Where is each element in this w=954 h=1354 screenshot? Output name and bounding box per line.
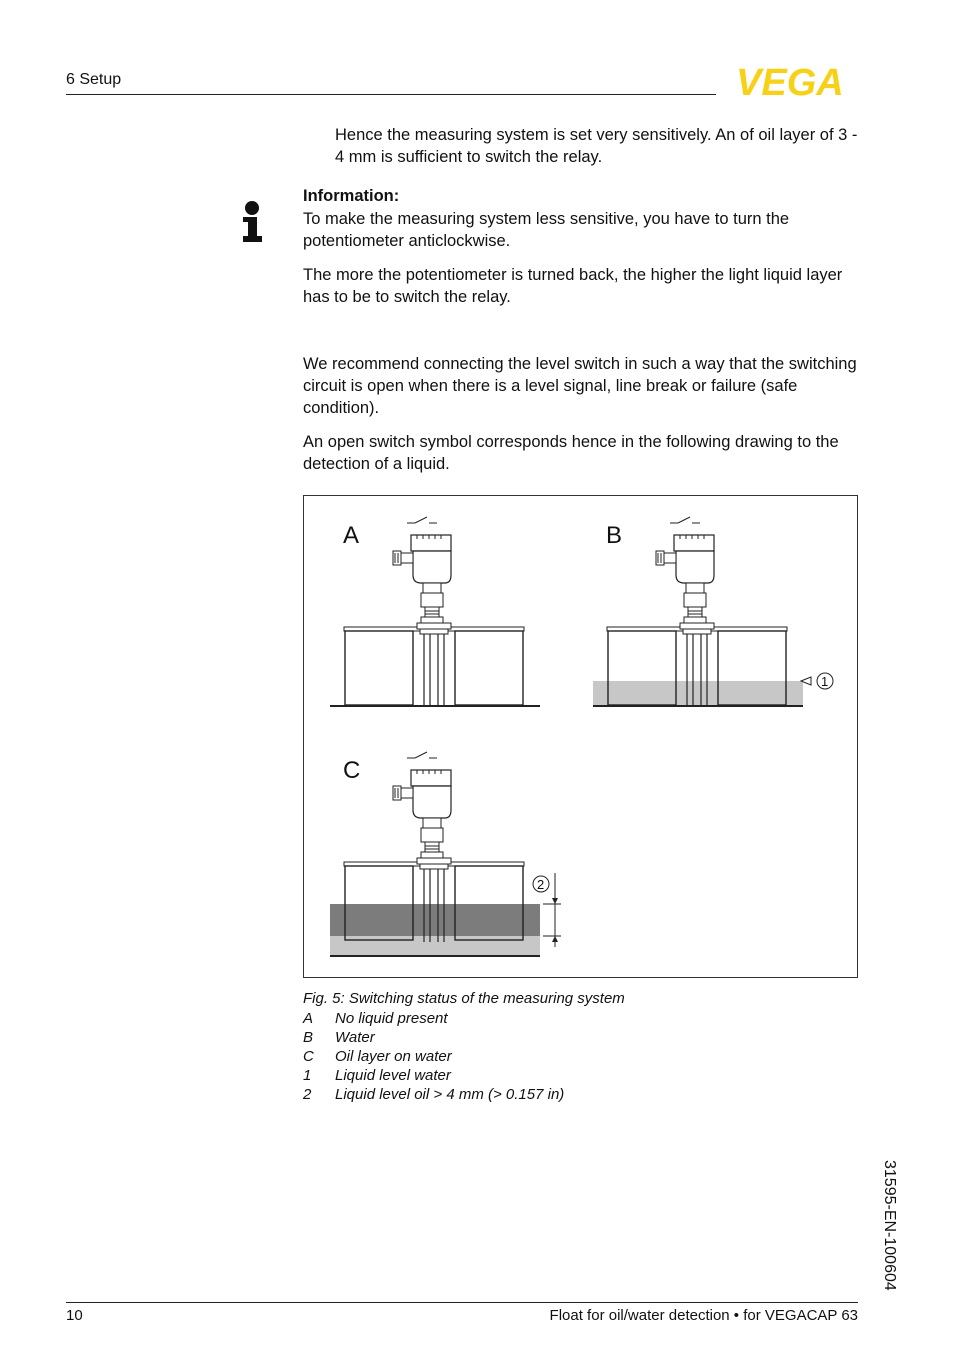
panel-label-a: A — [343, 522, 360, 549]
info-title: Information: — [303, 187, 400, 205]
page-number: 10 — [66, 1307, 83, 1324]
legend-text: Water — [335, 1029, 375, 1046]
legend-item — [303, 1047, 564, 1066]
legend-item — [303, 1066, 564, 1085]
footer-rule — [66, 1302, 858, 1303]
switching-status-diagram — [303, 495, 858, 978]
information-icon — [240, 200, 264, 244]
header-rule — [66, 94, 716, 95]
paragraph-sensitivity: Hence the measuring system is set very sensitively. An of oil layer of 3 - 4 mm is sufficient to switch the relay. — [335, 126, 858, 166]
document-number: 31595-EN-100604 — [881, 1160, 898, 1291]
legend-item — [303, 1028, 564, 1047]
paragraph-recommendation: We recommend connecting the level switch in such a way that the switching circuit is open when there is a level signal, line break or failure (safe condition). — [303, 355, 857, 417]
legend-key: 1 — [303, 1067, 312, 1084]
paragraph-switch-symbol: An open switch symbol corresponds hence in the following drawing to the detection of a liquid. — [303, 433, 839, 473]
legend-text: Liquid level oil > 4 mm (> 0.157 in) — [335, 1086, 565, 1103]
paragraph-less-sensitive: To make the measuring system less sensitive, you have to turn the potentiometer anticlockwise. — [303, 210, 790, 250]
panel-label-b: B — [606, 522, 623, 549]
legend-key: C — [303, 1048, 314, 1065]
figure-caption: Fig. 5: Switching status of the measuring system — [303, 990, 625, 1007]
legend-text: Oil layer on water — [335, 1048, 452, 1065]
vega-logo — [734, 64, 858, 98]
callout-1: 1 — [821, 674, 829, 689]
panel-label-c: C — [343, 757, 361, 784]
legend-item — [303, 1085, 564, 1104]
figure-legend — [303, 1009, 564, 1104]
legend-key: B — [303, 1029, 314, 1046]
legend-key: 2 — [303, 1086, 312, 1103]
paragraph-potentiometer: The more the potentiometer is turned back, the higher the light liquid layer has to be to switch the relay. — [303, 266, 843, 306]
legend-text: No liquid present — [335, 1010, 448, 1027]
legend-key: A — [303, 1010, 314, 1027]
callout-2: 2 — [537, 877, 545, 892]
footer-title: Float for oil/water detection • for VEGACAP 63 — [549, 1307, 858, 1324]
legend-item — [303, 1009, 564, 1028]
logo-text: VEGA — [736, 64, 844, 98]
section-header: 6 Setup — [66, 71, 122, 88]
legend-text: Liquid level water — [335, 1067, 451, 1084]
